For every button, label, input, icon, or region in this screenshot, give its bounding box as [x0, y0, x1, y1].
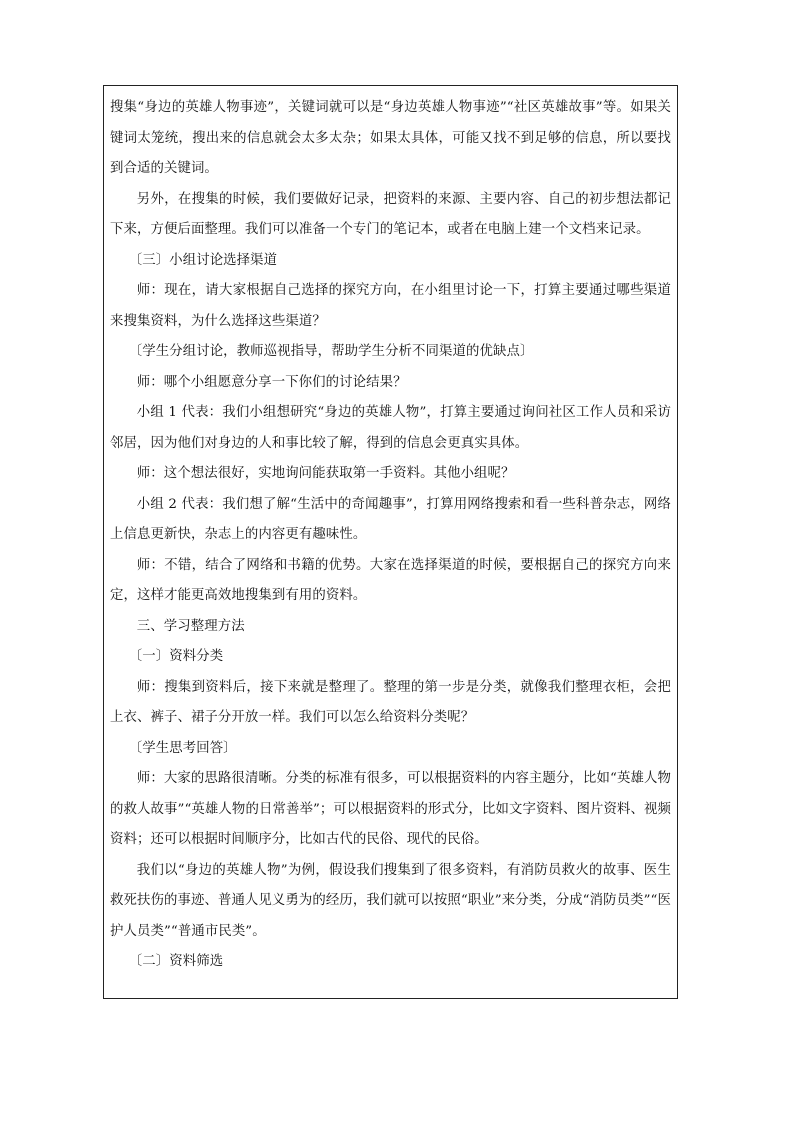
paragraph-classify-example: 我们以“身边的英雄人物”为例，假设我们搜集到了很多资料，有消防员救火的故事、医生救死扶伤的事迹、普通人见义勇为的经历，我们就可以按照“职业”来分类，分成“消防员类”“医护人员类”“普通市民类”。	[110, 862, 671, 939]
document-table-cell	[103, 85, 678, 999]
subsection-heading-classify: 〔一〕资料分类	[128, 649, 224, 664]
paragraph-teacher-prompt: 师：现在，请大家根据自己选择的探究方向，在小组里讨论一下，打算主要通过哪些渠道来搜集资料，为什么选择这些渠道？	[110, 283, 671, 329]
paragraph-recording: 另外，在搜集的时候，我们要做好记录，把资料的来源、主要内容、自己的初步想法都记下来，方便后面整理。我们可以准备一个专门的笔记本，或者在电脑上建一个文档来记录。	[110, 191, 671, 237]
section-heading-organize: 三、学习整理方法	[136, 618, 245, 634]
section-heading-group-discussion: 〔三〕小组讨论选择渠道	[128, 252, 278, 268]
paragraph-classify-intro: 师：搜集到资料后，接下来就是整理了。整理的第一步是分类，就像我们整理衣柜，会把上衣、裤子、裙子分开放一样。我们可以怎么给资料分类呢？	[110, 679, 671, 725]
paragraph-teacher-feedback1: 师：这个想法很好，实地询问能获取第一手资料。其他小组呢？	[136, 466, 515, 481]
paragraph-group1: 小组 1 代表：我们小组想研究“身边的英雄人物”，打算主要通过询问社区工作人员和采访邻居，因为他们对身边的人和事比较了解，得到的信息会更真实具体。	[110, 405, 671, 451]
paragraph-group2: 小组 2 代表：我们想了解“生活中的奇闻趣事”，打算用网络搜索和看一些科普杂志，网络上信息更新快，杂志上的内容更有趣味性。	[110, 496, 671, 542]
paragraph-stage-direction-2: 〔学生思考回答〕	[128, 740, 237, 756]
paragraph-keyword-example: 搜集“身边的英雄人物事迹”，关键词就可以是“身边英雄人物事迹”“社区英雄故事”等。如果关键词太笼统，搜出来的信息就会太多太杂；如果太具体，可能又找不到足够的信息，所以要找到合适的关键词。	[110, 100, 671, 176]
subsection-heading-filter: 〔二〕资料筛选	[128, 954, 224, 969]
document-body	[110, 93, 671, 978]
paragraph-classify-standards: 师：大家的思路很清晰。分类的标准有很多，可以根据资料的内容主题分，比如“英雄人物的救人故事”“英雄人物的日常善举”；可以根据资料的形式分，比如文字资料、图片资料、视频资料；还可以根据时间顺序分，比如古代的民俗、现代的民俗。	[110, 771, 671, 847]
paragraph-stage-direction: 〔学生分组讨论，教师巡视指导，帮助学生分析不同渠道的优缺点〕	[128, 344, 534, 359]
paragraph-teacher-question: 师：哪个小组愿意分享一下你们的讨论结果？	[136, 374, 407, 390]
paragraph-teacher-feedback2: 师：不错，结合了网络和书籍的优势。大家在选择渠道的时候，要根据自己的探究方向来定，这样才能更高效地搜集到有用的资料。	[110, 557, 671, 603]
